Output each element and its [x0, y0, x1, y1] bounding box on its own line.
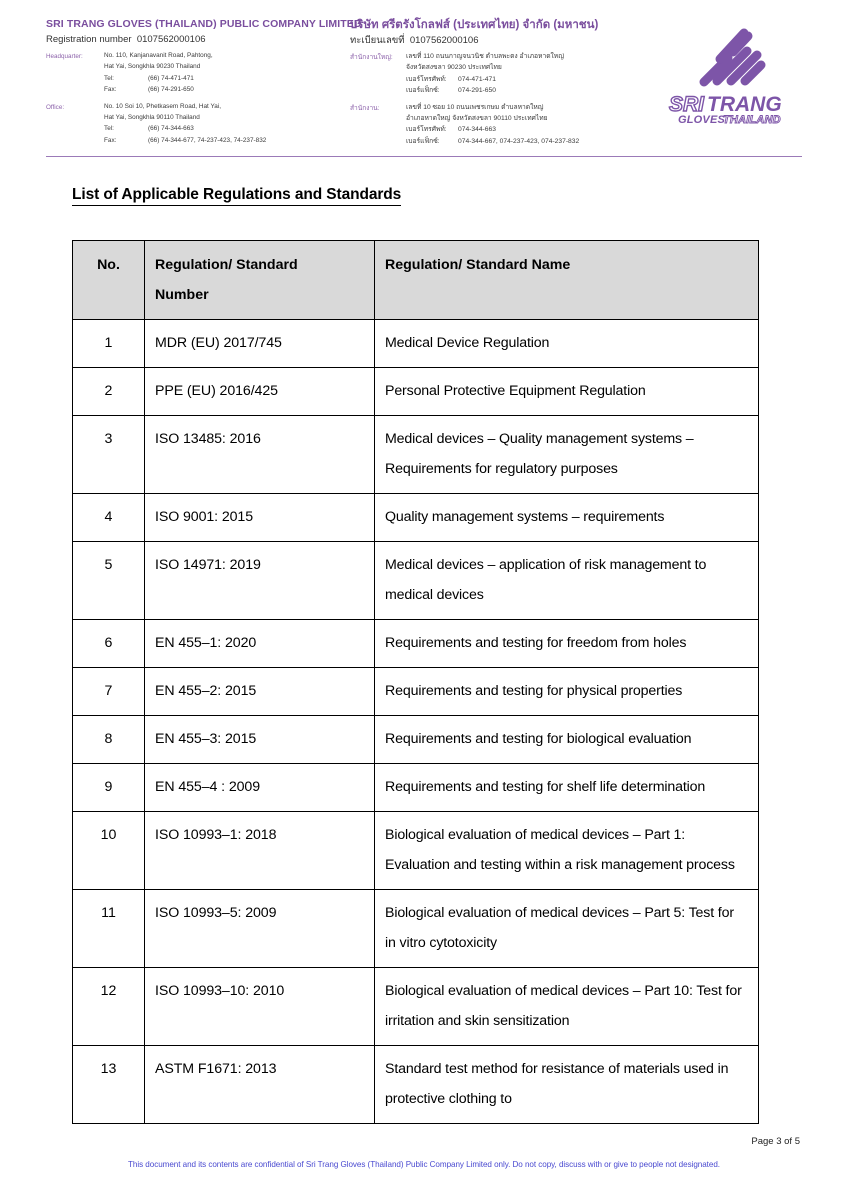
cell-regulation-name: Biological evaluation of medical devices – Part 1: Evaluation and testing within a risk management process: [375, 812, 759, 890]
sri-trang-glove-mark-icon: [678, 22, 774, 90]
office-label-th: สำนักงาน:: [350, 104, 380, 112]
cell-regulation-name: Personal Protective Equipment Regulation: [375, 368, 759, 416]
brand-sri: SRI: [669, 93, 705, 116]
office-fax-value-en: (66) 74-344-677, 74-237-423, 74-237-832: [148, 136, 267, 144]
office-tel-label-th: เบอร์โทรศัพท์:: [406, 126, 447, 134]
office-fax-label-en: Fax:: [104, 136, 117, 144]
office-address-en: [46, 101, 346, 147]
column-header-no: No.: [73, 241, 145, 320]
headquarter-address-th: [350, 51, 650, 97]
hq-tel-en: [104, 73, 346, 84]
hq-line2-th: จังหวัดสงขลา 90230 ประเทศไทย: [406, 64, 502, 72]
cell-regulation-name: Biological evaluation of medical devices – Part 5: Test for in vitro cytotoxicity: [375, 890, 759, 968]
cell-no: 1: [73, 320, 145, 368]
office-tel-label-en: Tel:: [104, 125, 114, 133]
hq-fax-value-en: (66) 74-291-650: [148, 86, 194, 94]
column-header-number: [145, 241, 375, 320]
cell-no: 8: [73, 716, 145, 764]
hq-tel-value-en: (66) 74-471-471: [148, 74, 194, 82]
header-divider-rule: [46, 156, 802, 157]
table-row: [73, 716, 759, 764]
office-tel-value-th: 074-344-663: [458, 126, 496, 134]
hq-fax-th: [406, 85, 650, 96]
cell-regulation-name: Requirements and testing for biological evaluation: [375, 716, 759, 764]
cell-regulation-number: MDR (EU) 2017/745: [145, 320, 375, 368]
cell-no: 2: [73, 368, 145, 416]
table-row: [73, 890, 759, 968]
office-fax-th: [406, 136, 650, 147]
cell-regulation-number: EN 455–4 : 2009: [145, 764, 375, 812]
registration-value-en: 0107562000106: [136, 34, 206, 45]
letterhead-thai-block: [346, 18, 650, 147]
table-row: [73, 620, 759, 668]
office-fax-value-th: 074-344-667, 074-237-423, 074-237-832: [458, 137, 580, 145]
cell-regulation-name: Quality management systems – requirements: [375, 494, 759, 542]
table-row: [73, 542, 759, 620]
cell-no: 3: [73, 416, 145, 494]
company-name-en: SRI TRANG GLOVES (THAILAND) PUBLIC COMPANY LIMITED: [46, 18, 362, 30]
cell-no: 9: [73, 764, 145, 812]
cell-no: 11: [73, 890, 145, 968]
office-line2-en: Hat Yai, Songkhla 90110 Thailand: [104, 114, 200, 122]
cell-regulation-number: EN 455–2: 2015: [145, 668, 375, 716]
cell-regulation-number: ISO 10993–5: 2009: [145, 890, 375, 968]
cell-regulation-name: Biological evaluation of medical devices – Part 10: Test for irritation and skin sensitization: [375, 968, 759, 1046]
column-header-name: Regulation/ Standard Name: [375, 241, 759, 320]
office-tel-en: [104, 123, 346, 134]
cell-no: 7: [73, 668, 145, 716]
hq-tel-th: [406, 74, 650, 85]
office-fax-label-th: เบอร์แฟ็กซ์:: [406, 137, 440, 145]
page-number: Page 3 of 5: [751, 1136, 800, 1147]
letterhead-logo-block: [650, 18, 802, 126]
regulations-table: [72, 240, 759, 1124]
cell-regulation-name: Standard test method for resistance of materials used in protective clothing to: [375, 1046, 759, 1124]
tagline-gloves: GLOVES: [678, 114, 726, 126]
hq-line2-en: Hat Yai, Songkhla 90230 Thailand: [104, 63, 201, 71]
page-title-text: List of Applicable Regulations and Standards: [72, 186, 401, 206]
hq-tel-label-en: Tel:: [104, 74, 114, 82]
brand-trang: TRANG: [707, 93, 782, 116]
address-block-th: [350, 51, 650, 147]
cell-regulation-number: ASTM F1671: 2013: [145, 1046, 375, 1124]
cell-no: 12: [73, 968, 145, 1046]
hq-fax-label-en: Fax:: [104, 86, 117, 94]
office-line1-th: เลขที่ 10 ซอย 10 ถนนเพชรเกษม ตำบลหาดใหญ่: [406, 103, 544, 111]
office-line1-en: No. 10 Soi 10, Phetkasem Road, Hat Yai,: [104, 102, 221, 110]
office-tel-th: [406, 124, 650, 135]
office-address-th: [350, 102, 650, 148]
table-body: [73, 320, 759, 1124]
cell-no: 13: [73, 1046, 145, 1124]
table-header-row: [73, 241, 759, 320]
page-title: [72, 186, 401, 204]
hq-fax-en: [104, 84, 346, 95]
company-logo: [661, 22, 791, 126]
letterhead: [46, 18, 802, 148]
table-row: [73, 968, 759, 1046]
company-name-th: บริษัท ศรีตรังโกลฟส์ (ประเทศไทย) จำกัด (มหาชน): [350, 19, 599, 31]
cell-no: 6: [73, 620, 145, 668]
office-fax-en: [104, 135, 346, 146]
cell-regulation-number: EN 455–3: 2015: [145, 716, 375, 764]
cell-regulation-number: ISO 13485: 2016: [145, 416, 375, 494]
cell-regulation-name: Requirements and testing for shelf life determination: [375, 764, 759, 812]
column-header-number-line1: Regulation/ Standard: [155, 257, 298, 273]
table-row: [73, 668, 759, 716]
cell-regulation-number: ISO 14971: 2019: [145, 542, 375, 620]
cell-no: 10: [73, 812, 145, 890]
sri-trang-wordmark: [661, 92, 791, 126]
office-tel-value-en: (66) 74-344-663: [148, 125, 194, 133]
cell-no: 5: [73, 542, 145, 620]
hq-fax-value-th: 074-291-650: [458, 87, 496, 95]
table-row: [73, 416, 759, 494]
letterhead-english-block: [46, 18, 362, 146]
cell-regulation-name: Medical Device Regulation: [375, 320, 759, 368]
table-row: [73, 812, 759, 890]
cell-regulation-name: Medical devices – Quality management systems – Requirements for regulatory purposes: [375, 416, 759, 494]
table-row: [73, 368, 759, 416]
registration-label-th: ทะเบียนเลขที่: [350, 35, 405, 46]
table-row: [73, 320, 759, 368]
cell-regulation-number: ISO 9001: 2015: [145, 494, 375, 542]
office-line2-th: อำเภอหาดใหญ่ จังหวัดสงขลา 90110 ประเทศไทย: [406, 115, 548, 123]
hq-tel-value-th: 074-471-471: [458, 75, 496, 83]
confidentiality-notice: This document and its contents are confidential of Sri Trang Gloves (Thailand) Public Company Limited only. Do not copy, discuss with or give to people not designated.: [128, 1160, 720, 1169]
registration-number-th: [350, 33, 650, 48]
hq-line1-en: No. 110, Kanjanavanit Road, Pahtong,: [104, 52, 213, 59]
registration-value-th: 0107562000106: [409, 35, 479, 46]
cell-regulation-number: EN 455–1: 2020: [145, 620, 375, 668]
cell-regulation-number: ISO 10993–1: 2018: [145, 812, 375, 890]
table-row: [73, 764, 759, 812]
address-block-en: [46, 50, 346, 146]
cell-regulation-number: PPE (EU) 2016/425: [145, 368, 375, 416]
cell-regulation-number: ISO 10993–10: 2010: [145, 968, 375, 1046]
table-row: [73, 1046, 759, 1124]
cell-regulation-name: Requirements and testing for freedom from holes: [375, 620, 759, 668]
table-header: [73, 241, 759, 320]
cell-regulation-name: Medical devices – application of risk management to medical devices: [375, 542, 759, 620]
hq-fax-label-th: เบอร์แฟ็กซ์:: [406, 87, 440, 95]
office-label-en: Office:: [46, 103, 65, 111]
headquarter-label-th: สำนักงานใหญ่:: [350, 54, 393, 61]
registration-label-en: Registration number: [46, 34, 132, 45]
headquarter-address-en: [46, 50, 346, 96]
registration-number-en: [46, 32, 346, 47]
tagline-thailand: THAILAND: [723, 114, 781, 126]
table-row: [73, 494, 759, 542]
column-header-number-line2: Number: [155, 287, 209, 303]
hq-line1-th: เลขที่ 110 ถนนกาญจนวนิช ตำบลพะตง อำเภอหาดใหญ่: [406, 53, 564, 60]
headquarter-label-en: Headquarter:: [46, 53, 83, 60]
hq-tel-label-th: เบอร์โทรศัพท์:: [406, 75, 447, 83]
cell-regulation-name: Requirements and testing for physical properties: [375, 668, 759, 716]
cell-no: 4: [73, 494, 145, 542]
